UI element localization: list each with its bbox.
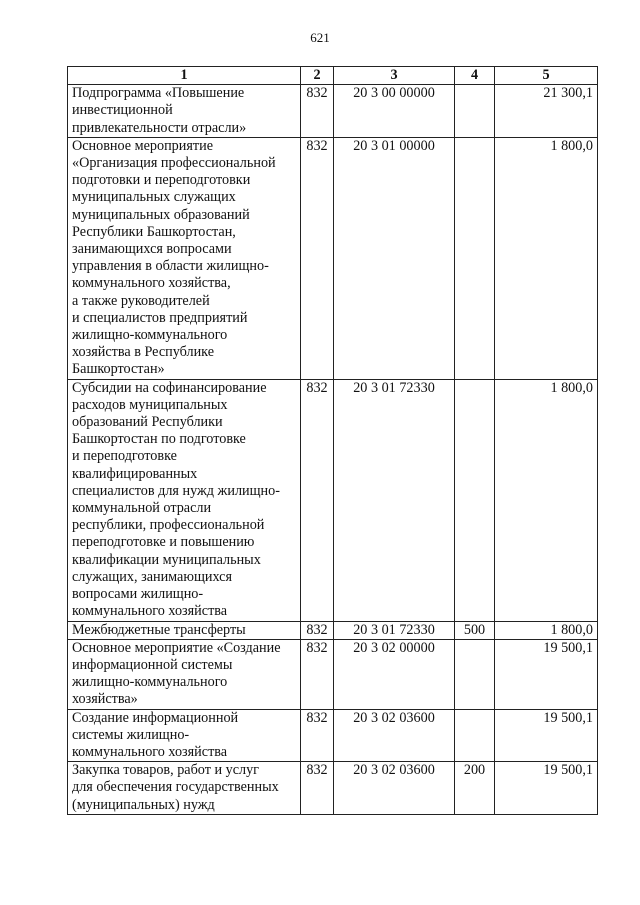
row-name: Создание информационной системы жилищно- коммунального хозяйства xyxy=(68,709,301,762)
row-expense-type xyxy=(455,709,495,762)
table-row xyxy=(68,621,598,639)
row-name: Субсидии на софинансирование расходов муниципальных образований Республики Башкортостан по подготовке и переподготовке квалифицированных специалистов для нужд жилищно- коммунальной отрасли республики, профессиональной переподготовке и повышению квалификации муниципальных служащих, занимающихся вопросами жилищно- коммунального хозяйства xyxy=(68,379,301,621)
row-code: 20 3 02 00000 xyxy=(334,639,455,709)
row-sum: 19 500,1 xyxy=(495,639,598,709)
row-sum: 19 500,1 xyxy=(495,709,598,762)
row-expense-type: 200 xyxy=(455,762,495,815)
page-number: 621 xyxy=(310,30,330,45)
row-name: Основное мероприятие «Создание информационной системы жилищно-коммунального хозяйства» xyxy=(68,639,301,709)
budget-table xyxy=(67,66,598,815)
row-grbs: 832 xyxy=(301,709,334,762)
row-code: 20 3 01 00000 xyxy=(334,137,455,379)
row-sum: 19 500,1 xyxy=(495,762,598,815)
row-code: 20 3 01 72330 xyxy=(334,621,455,639)
row-name: Основное мероприятие «Организация профессиональной подготовки и переподготовки муниципальных служащих муниципальных образований Республики Башкортостан, занимающихся вопросами управления в области жилищно- коммунального хозяйства, а также руководителей и специалистов предприятий жилищно-коммунального хозяйства в Республике Башкортостан» xyxy=(68,137,301,379)
table-row xyxy=(68,709,598,762)
row-code: 20 3 01 72330 xyxy=(334,379,455,621)
table-row xyxy=(68,379,598,621)
row-expense-type xyxy=(455,85,495,138)
row-sum: 1 800,0 xyxy=(495,379,598,621)
column-header-1: 1 xyxy=(68,67,301,85)
row-expense-type xyxy=(455,639,495,709)
table-row xyxy=(68,762,598,815)
row-grbs: 832 xyxy=(301,137,334,379)
row-grbs: 832 xyxy=(301,639,334,709)
column-header-3: 3 xyxy=(334,67,455,85)
row-grbs: 832 xyxy=(301,762,334,815)
row-code: 20 3 02 03600 xyxy=(334,762,455,815)
header-row xyxy=(68,67,598,85)
row-grbs: 832 xyxy=(301,85,334,138)
row-name: Межбюджетные трансферты xyxy=(68,621,301,639)
column-header-2: 2 xyxy=(301,67,334,85)
row-name: Подпрограмма «Повышение инвестиционной привлекательности отрасли» xyxy=(68,85,301,138)
column-header-5: 5 xyxy=(495,67,598,85)
column-header-4: 4 xyxy=(455,67,495,85)
row-code: 20 3 00 00000 xyxy=(334,85,455,138)
row-sum: 1 800,0 xyxy=(495,137,598,379)
row-expense-type xyxy=(455,379,495,621)
row-sum: 1 800,0 xyxy=(495,621,598,639)
row-name: Закупка товаров, работ и услуг для обеспечения государственных (муниципальных) нужд xyxy=(68,762,301,815)
table-row xyxy=(68,639,598,709)
row-grbs: 832 xyxy=(301,379,334,621)
row-grbs: 832 xyxy=(301,621,334,639)
table-row xyxy=(68,137,598,379)
row-code: 20 3 02 03600 xyxy=(334,709,455,762)
row-sum: 21 300,1 xyxy=(495,85,598,138)
table-row xyxy=(68,85,598,138)
row-expense-type: 500 xyxy=(455,621,495,639)
row-expense-type xyxy=(455,137,495,379)
